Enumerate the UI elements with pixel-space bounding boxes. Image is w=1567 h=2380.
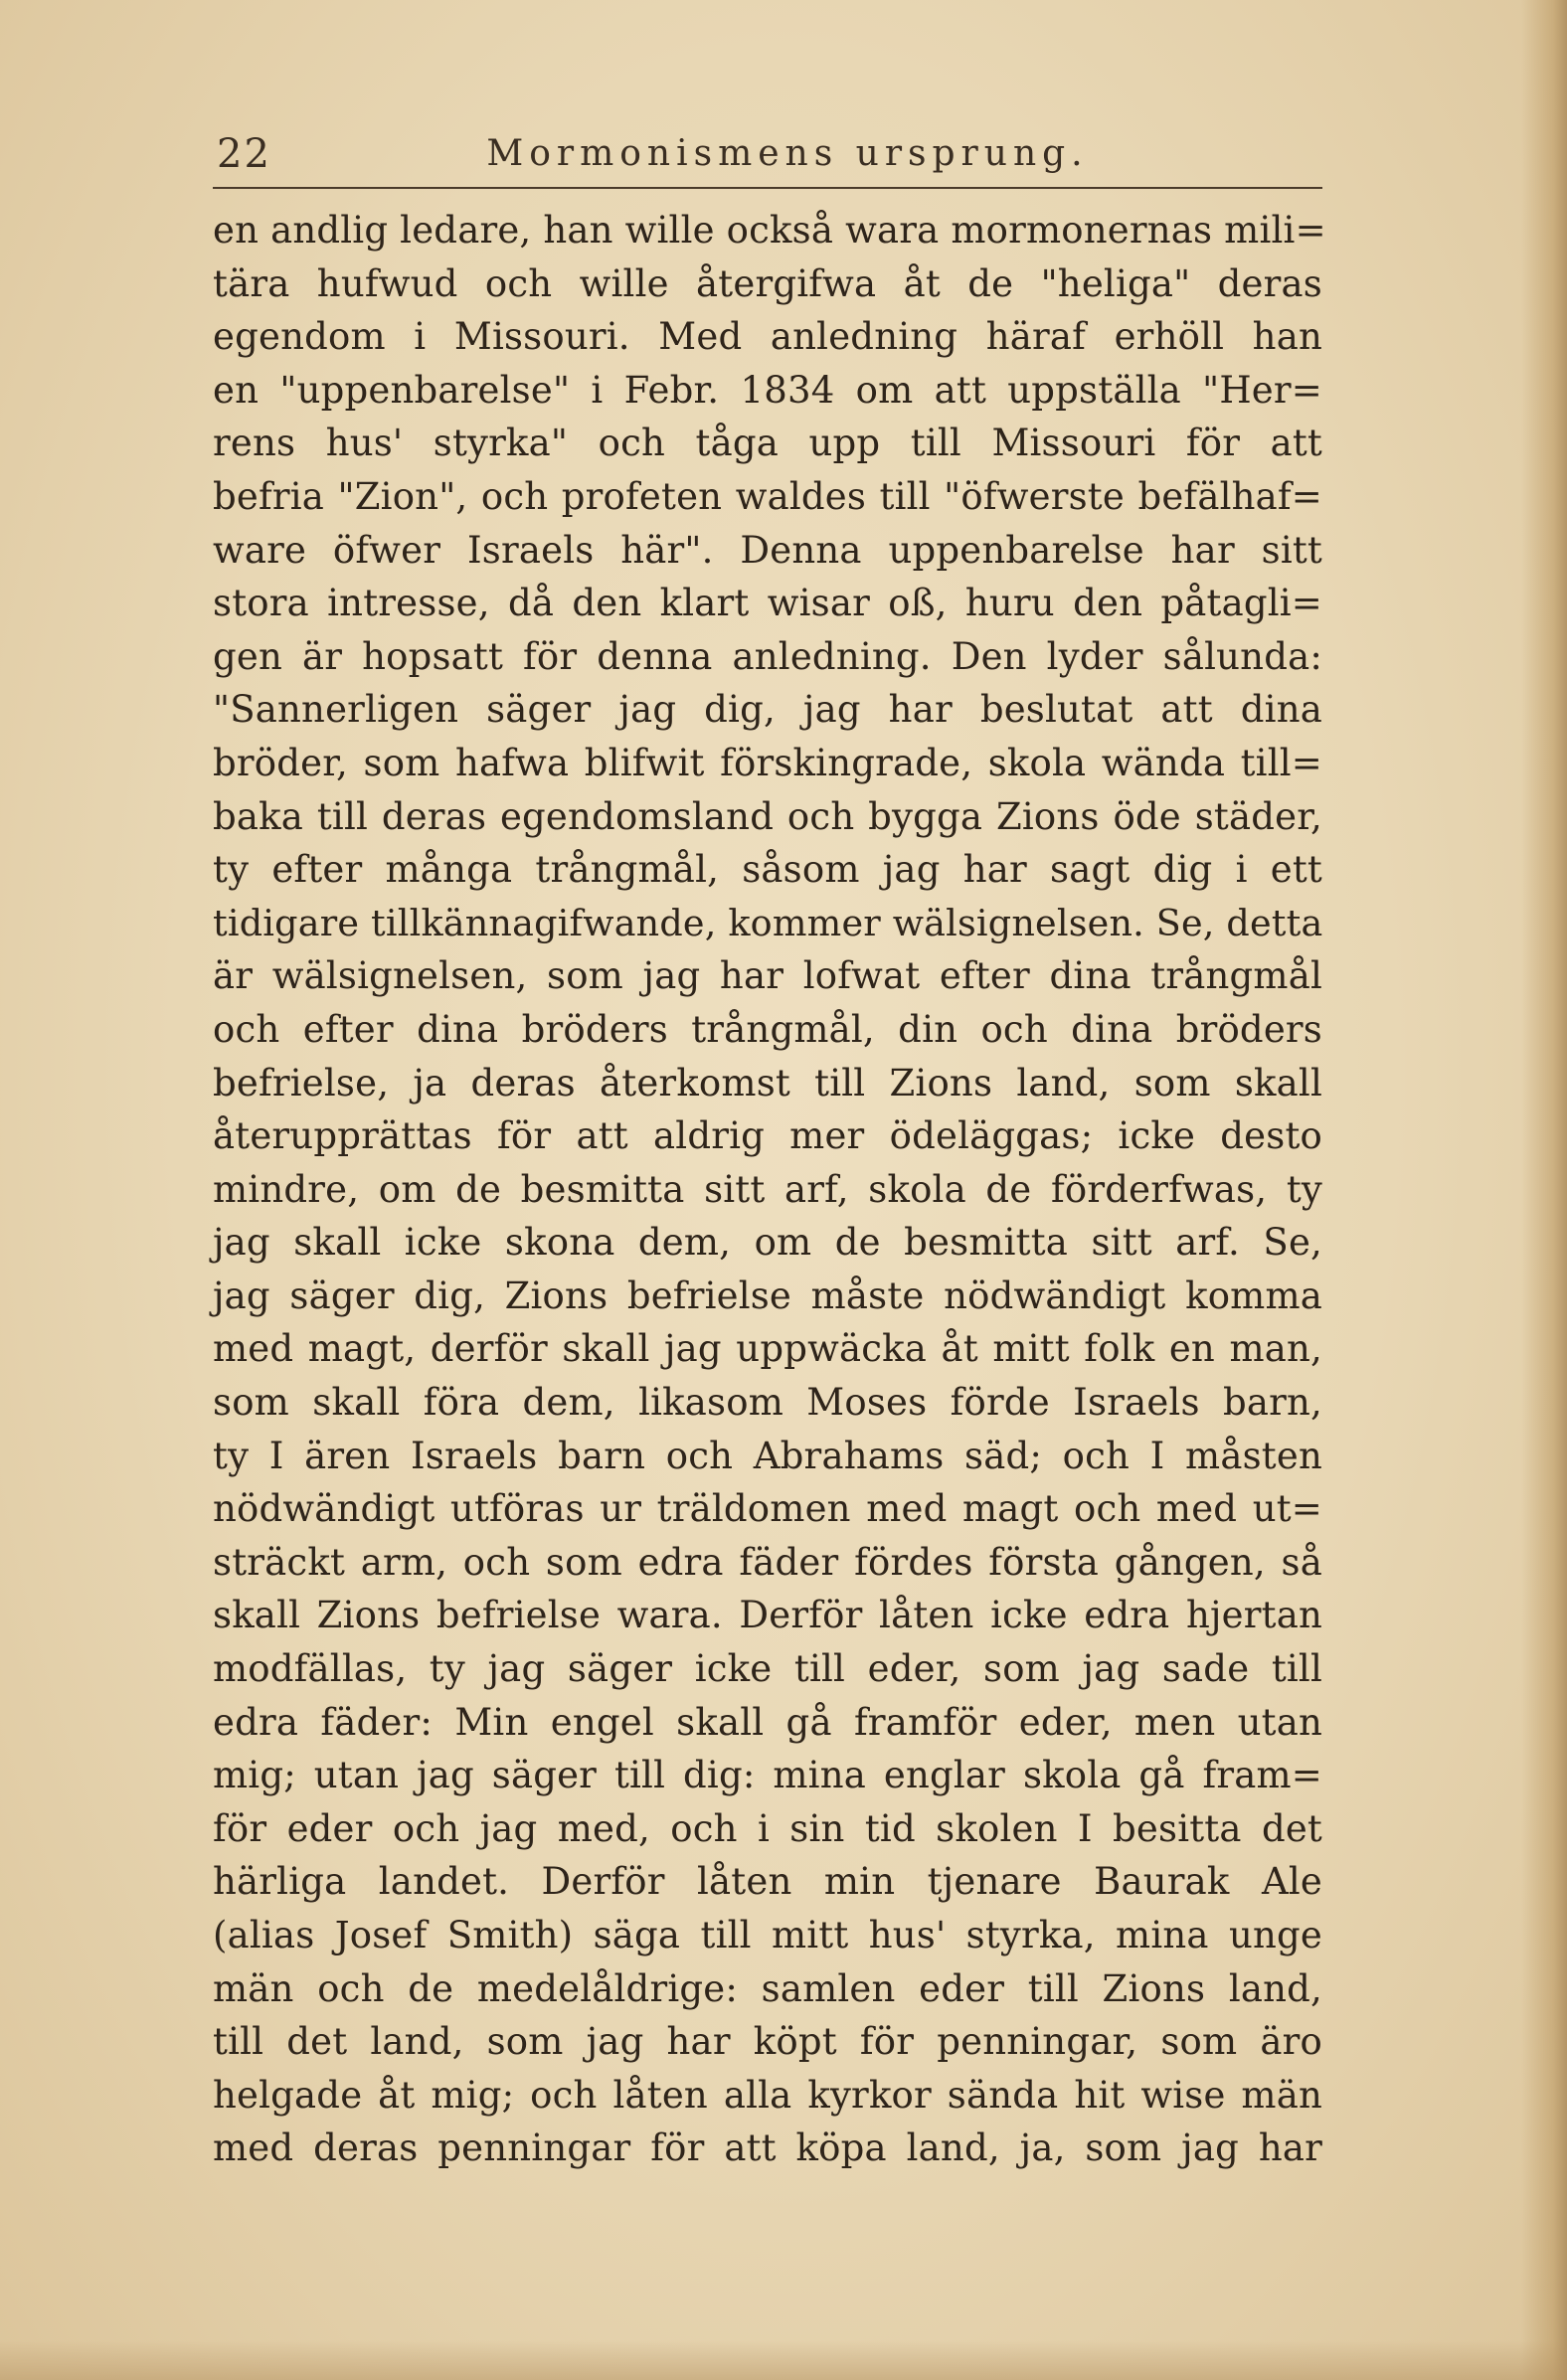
page-header [213, 127, 1322, 187]
text-line: är wälsignelsen, som jag har lofwat efter dina trångmål [213, 954, 1322, 998]
text-line: (alias Josef Smith) säga till mitt hus' styrka, mina unge [213, 1914, 1322, 1956]
text-line: med deras penningar för att köpa land, ja, som jag har [213, 2126, 1322, 2170]
text-line: och efter dina bröders trångmål, din och dina bröders [213, 1007, 1322, 1051]
running-title: Mormonismens ursprung. [486, 133, 1089, 174]
text-line: helgade åt mig; och låten alla kyrkor sända hit wise män [213, 2073, 1322, 2117]
text-line: modfällas, ty jag säger icke till eder, som jag sade till [213, 1647, 1322, 1691]
text-line: befrielse, ja deras återkomst till Zions land, som skall [213, 1061, 1322, 1105]
text-line: mindre, om de besmitta sitt arf, skola de förderfwas, ty [213, 1167, 1322, 1211]
text-line: "Sannerligen säger jag dig, jag har beslutat att dina [213, 688, 1322, 732]
text-line: tidigare tillkännagifwande, kommer wälsignelsen. Se, detta [213, 901, 1323, 944]
text-line: egendom i Missouri. Med anledning häraf erhöll han [213, 315, 1322, 359]
text-line: jag säger dig, Zions befrielse måste nödwändigt komma [213, 1274, 1322, 1317]
text-line: som skall föra dem, likasom Moses förde Israels barn, [213, 1381, 1322, 1425]
text-line: återupprättas för att aldrig mer ödeläggas; icke desto [213, 1114, 1322, 1158]
text-line: med magt, derför skall jag uppwäcka åt mitt folk en man, [213, 1327, 1322, 1371]
text-line: stora intresse, då den klart wisar oß, huru den påtagli= [213, 582, 1322, 625]
text-line: sträckt arm, och som edra fäder fördes första gången, så [213, 1540, 1322, 1584]
text-line: till det land, som jag har köpt för penningar, som äro [213, 2020, 1322, 2064]
text-line: för eder och jag med, och i sin tid skolen I besitta det [213, 1806, 1322, 1850]
page-bottom-shadow [0, 2340, 1567, 2380]
body-text [213, 204, 1326, 2175]
text-line: baka till deras egendomsland och bygga Zions öde städer, [213, 794, 1322, 838]
text-line: en "uppenbarelse" i Febr. 1834 om att uppställa "Her= [213, 368, 1322, 412]
text-line: rens hus' styrka" och tåga upp till Missouri för att [213, 422, 1322, 465]
text-line: ty I ären Israels barn och Abrahams säd; och I måsten [213, 1434, 1322, 1477]
text-line: mig; utan jag säger till dig: mina englar skola gå fram= [213, 1754, 1322, 1797]
text-line: skall Zions befrielse wara. Derför låten icke edra hjertan [213, 1594, 1322, 1637]
header-rule [213, 187, 1322, 189]
text-line: edra fäder: Min engel skall gå framför eder, men utan [213, 1700, 1322, 1744]
text-line: ty efter många trångmål, såsom jag har sagt dig i ett [213, 848, 1322, 892]
text-line: tära hufwud och wille återgifwa åt de "heliga" deras [213, 261, 1322, 305]
page-edge-shadow [1521, 0, 1567, 2380]
page-number: 22 [217, 131, 271, 177]
text-line: gen är hopsatt för denna anledning. Den lyder sålunda: [213, 634, 1322, 678]
text-line: jag skall icke skona dem, om de besmitta sitt arf. Se, [213, 1221, 1322, 1265]
text-line: en andlig ledare, han wille också wara mormonernas mili= [213, 209, 1326, 252]
text-line: nödwändigt utföras ur träldomen med magt och med ut= [213, 1487, 1322, 1531]
text-line: befria "Zion", och profeten waldes till "öfwerste befälhaf= [213, 474, 1322, 518]
text-line: härliga landet. Derför låten min tjenare Baurak Ale [213, 1860, 1322, 1904]
text-line: bröder, som hafwa blifwit förskingrade, skola wända till= [213, 741, 1322, 784]
text-line: ware öfwer Israels här". Denna uppenbarelse har sitt [213, 528, 1322, 572]
text-line: män och de medelåldrige: samlen eder till Zions land, [213, 1966, 1322, 2010]
